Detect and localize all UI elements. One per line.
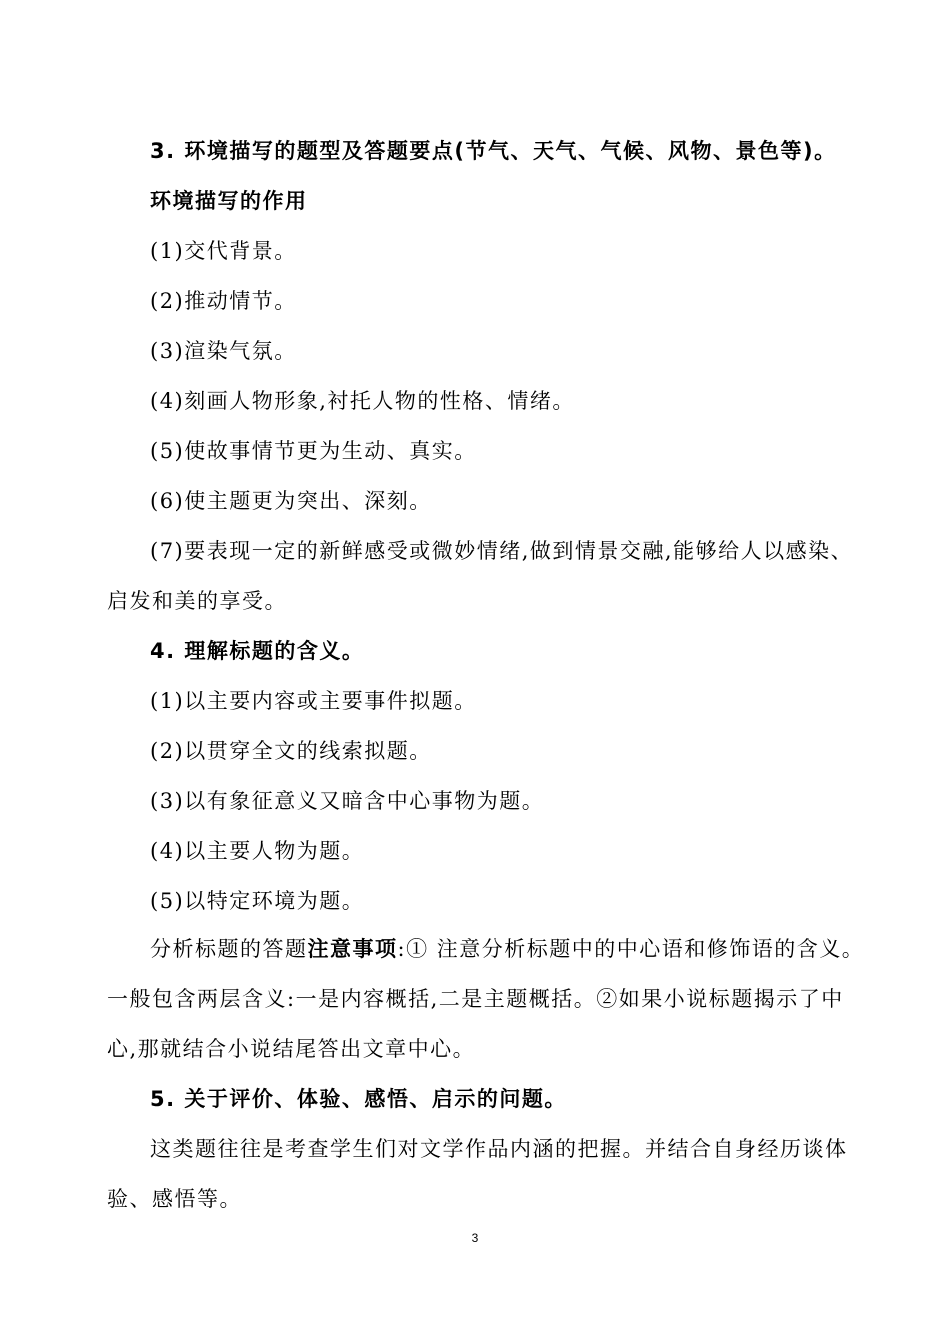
note-paragraph-line: 心,那就结合小说结尾答出文章中心。 bbox=[107, 1037, 476, 1061]
note-emphasis: 注意事项 bbox=[307, 937, 398, 961]
list-item: (2)推动情节。 bbox=[150, 289, 297, 313]
section-3-subheading: 环境描写的作用 bbox=[150, 189, 308, 213]
list-item: (7)要表现一定的新鲜感受或微妙情绪,做到情景交融,能够给人以感染、 bbox=[150, 539, 854, 563]
page-number: 3 bbox=[471, 1231, 479, 1245]
list-item-continuation: 启发和美的享受。 bbox=[107, 589, 287, 613]
list-item: (1)交代背景。 bbox=[150, 239, 297, 263]
section-5-heading: 5. 关于评价、体验、感悟、启示的问题。 bbox=[150, 1087, 567, 1111]
list-item: (4)刻画人物形象,衬托人物的性格、情绪。 bbox=[150, 389, 575, 413]
list-item: (5)以特定环境为题。 bbox=[150, 889, 365, 913]
list-item: (2)以贯穿全文的线索拟题。 bbox=[150, 739, 432, 763]
body-paragraph-line: 验、感悟等。 bbox=[107, 1187, 242, 1211]
list-item: (6)使主题更为突出、深刻。 bbox=[150, 489, 432, 513]
note-paragraph-line: 一般包含两层含义:一是内容概括,二是主题概括。②如果小说标题揭示了中 bbox=[107, 987, 844, 1011]
note-paragraph-line bbox=[0, 935, 950, 963]
list-item: (1)以主要内容或主要事件拟题。 bbox=[150, 689, 477, 713]
section-3-heading: 3. 环境描写的题型及答题要点(节气、天气、气候、风物、景色等)。 bbox=[150, 139, 837, 163]
list-item: (5)使故事情节更为生动、真实。 bbox=[150, 439, 477, 463]
list-item: (3)渲染气氛。 bbox=[150, 339, 297, 363]
section-4-heading: 4. 理解标题的含义。 bbox=[150, 639, 365, 663]
list-item: (4)以主要人物为题。 bbox=[150, 839, 365, 863]
note-prefix: 分析标题的答题 bbox=[150, 937, 308, 961]
body-paragraph-line: 这类题往往是考查学生们对文学作品内涵的把握。并结合自身经历谈体 bbox=[150, 1137, 848, 1161]
note-text: :① 注意分析标题中的中心语和修饰语的含义。 bbox=[397, 937, 865, 961]
list-item: (3)以有象征意义又暗含中心事物为题。 bbox=[150, 789, 545, 813]
